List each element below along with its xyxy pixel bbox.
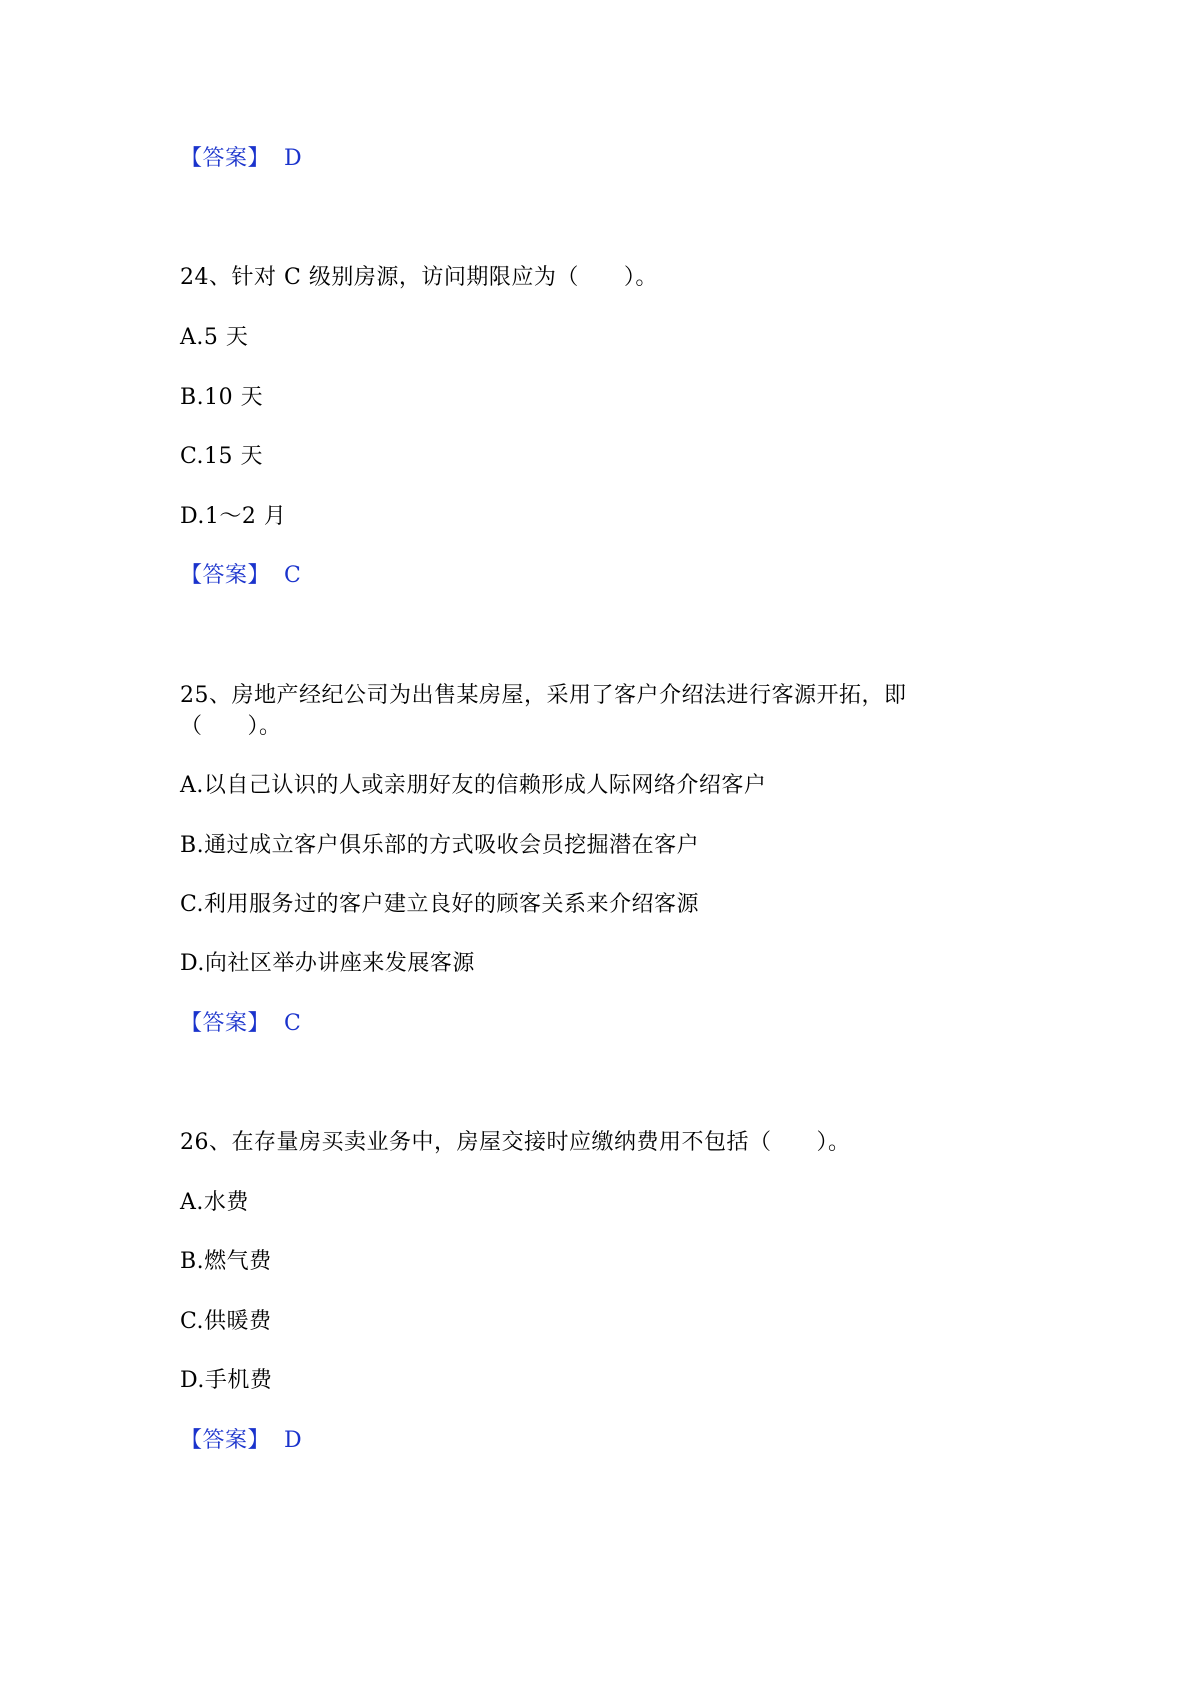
question-24-option-c: C.15 天 (180, 444, 264, 469)
question-26-option-d: D.手机费 (180, 1368, 273, 1393)
answer-label: 【答案】 (180, 563, 271, 588)
question-24-option-b: B.10 天 (180, 385, 264, 410)
answer-line-25 (180, 1008, 301, 1040)
question-25-option-a: A.以自己认识的人或亲朋好友的信赖形成人际网络介绍客户 (180, 773, 767, 798)
question-26-option-b: B.燃气费 (180, 1249, 272, 1274)
question-25-option-d: D.向社区举办讲座来发展客源 (180, 951, 475, 976)
answer-line-26 (180, 1425, 302, 1457)
answer-label: 【答案】 (180, 1428, 271, 1453)
question-25-option-b: B.通过成立客户俱乐部的方式吸收会员挖掘潜在客户 (180, 833, 700, 858)
answer-line-24 (180, 560, 301, 592)
question-25-option-c: C.利用服务过的客户建立良好的顾客关系来介绍客源 (180, 892, 700, 917)
question-26-option-a: A.水费 (180, 1190, 249, 1215)
question-26-stem: 26、在存量房买卖业务中，房屋交接时应缴纳费用不包括（ ）。 (180, 1130, 851, 1155)
question-24-stem: 24、针对 C 级别房源，访问期限应为（ ）。 (180, 265, 658, 290)
answer-value: D (284, 1428, 303, 1453)
question-26-option-c: C.供暖费 (180, 1309, 272, 1334)
question-25-stem-line-1: 25、房地产经纪公司为出售某房屋，采用了客户介绍法进行客源开拓，即 (180, 683, 907, 708)
answer-value: D (284, 146, 303, 171)
question-24-option-a: A.5 天 (180, 325, 249, 350)
answer-label: 【答案】 (180, 1011, 271, 1036)
answer-line-prev (180, 143, 302, 175)
answer-value: C (284, 563, 302, 588)
question-24-option-d: D.1～2 月 (180, 504, 287, 529)
answer-value: C (284, 1011, 302, 1036)
answer-label: 【答案】 (180, 146, 271, 171)
question-25-stem-line-2: （ ）。 (180, 714, 282, 739)
